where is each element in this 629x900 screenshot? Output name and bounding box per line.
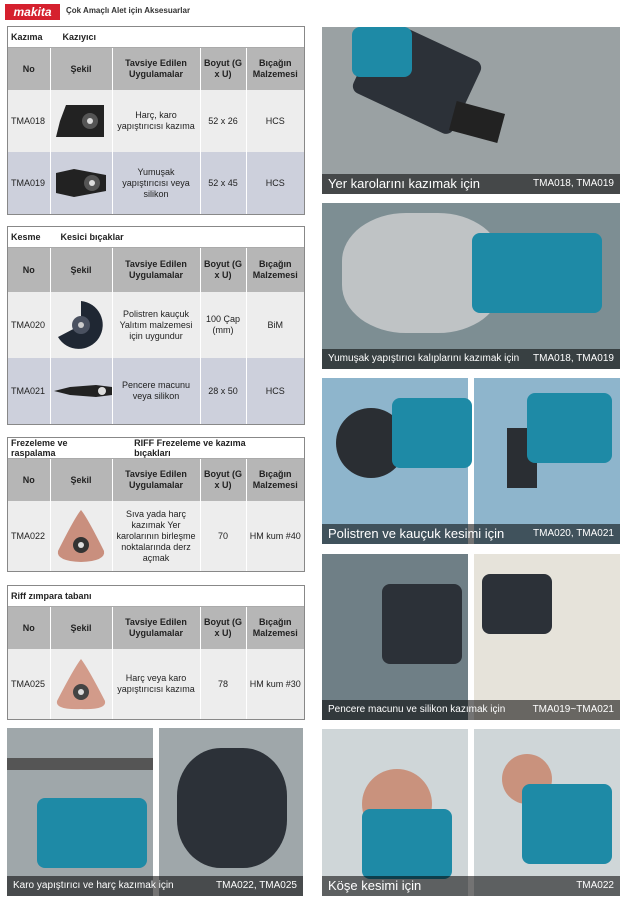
col-material: Bıçağın Malzemesi bbox=[246, 48, 304, 90]
col-size: Boyut (G x U) bbox=[200, 48, 246, 90]
section-sanding bbox=[7, 585, 305, 720]
blade-image bbox=[50, 292, 112, 358]
table-row bbox=[8, 501, 304, 571]
recommended-use: Polistren kauçuk Yalıtım malzemesi için uygundur bbox=[112, 292, 200, 358]
section-subtitle: RIFF Frezeleme ve kazıma bıçakları bbox=[134, 438, 246, 458]
product-code: TMA022 bbox=[8, 501, 50, 571]
table-header-row bbox=[8, 248, 304, 292]
photo-caption: Karo yapıştırıcı ve harç kazımak için TMA022, TMA025 bbox=[7, 876, 303, 896]
plunge-blade-icon bbox=[52, 379, 114, 403]
accessory-table bbox=[8, 607, 304, 719]
col-material: Bıçağın Malzemesi bbox=[246, 459, 304, 501]
product-code: TMA020 bbox=[8, 292, 50, 358]
table-row bbox=[8, 152, 304, 214]
size: 52 x 45 bbox=[200, 152, 246, 214]
col-no: No bbox=[8, 248, 50, 292]
blade-image bbox=[50, 90, 112, 152]
photo-tile-adhesive bbox=[7, 728, 303, 896]
section-subtitle: Kazıyıcı bbox=[62, 32, 97, 42]
col-no: No bbox=[8, 607, 50, 649]
col-size: Boyut (G x U) bbox=[200, 607, 246, 649]
section-milling bbox=[7, 437, 305, 572]
col-use: Tavsiye Edilen Uygulamalar bbox=[112, 459, 200, 501]
photo-caption: Pencere macunu ve silikon kazımak için TMA019~TMA021 bbox=[322, 700, 620, 720]
recommended-use: Pencere macunu veya silikon bbox=[112, 358, 200, 424]
col-use: Tavsiye Edilen Uygulamalar bbox=[112, 48, 200, 90]
material: HCS bbox=[246, 90, 304, 152]
section-subtitle: Kesici bıçaklar bbox=[60, 232, 124, 242]
blade-image bbox=[50, 358, 112, 424]
makita-logo: makita bbox=[5, 4, 60, 20]
recommended-use: Harç, karo yapıştırıcısı kazıma bbox=[112, 90, 200, 152]
photo-window-putty bbox=[322, 554, 620, 720]
photo-floor-tiles bbox=[322, 27, 620, 194]
photo-soft-adhesive bbox=[322, 203, 620, 369]
photo-caption: Polistren ve kauçuk kesimi için TMA020, TMA021 bbox=[322, 524, 620, 544]
section-title: Kesme bbox=[11, 232, 41, 242]
size: 100 Çap (mm) bbox=[200, 292, 246, 358]
blade-image bbox=[50, 152, 112, 214]
col-shape: Şekil bbox=[50, 607, 112, 649]
accessory-table bbox=[8, 48, 304, 214]
material: HM kum #40 bbox=[246, 501, 304, 571]
material: HCS bbox=[246, 358, 304, 424]
col-no: No bbox=[8, 459, 50, 501]
col-material: Bıçağın Malzemesi bbox=[246, 607, 304, 649]
photo-caption: Yer karolarını kazımak için TMA018, TMA019 bbox=[322, 174, 620, 194]
photo-polystyrene bbox=[322, 378, 620, 544]
scraper-blade-icon bbox=[52, 101, 110, 141]
photo-caption: Yumuşak yapıştırıcı kalıplarını kazımak için TMA018, TMA019 bbox=[322, 349, 620, 369]
wide-scraper-blade-icon bbox=[52, 163, 110, 203]
size: 78 bbox=[200, 649, 246, 719]
table-header-row bbox=[8, 48, 304, 90]
size: 52 x 26 bbox=[200, 90, 246, 152]
col-use: Tavsiye Edilen Uygulamalar bbox=[112, 607, 200, 649]
product-code: TMA019 bbox=[8, 152, 50, 214]
material: HM kum #30 bbox=[246, 649, 304, 719]
blade-image bbox=[50, 501, 112, 571]
section-header bbox=[8, 227, 304, 248]
page-subtitle: Çok Amaçlı Alet için Aksesuarlar bbox=[66, 6, 191, 15]
col-shape: Şekil bbox=[50, 248, 112, 292]
section-header bbox=[8, 586, 304, 607]
product-code: TMA021 bbox=[8, 358, 50, 424]
recommended-use: Yumuşak yapıştırıcısı veya silikon bbox=[112, 152, 200, 214]
table-row bbox=[8, 90, 304, 152]
photo-corner-cutting bbox=[322, 729, 620, 896]
section-header bbox=[8, 438, 304, 459]
accessory-table bbox=[8, 459, 304, 571]
size: 28 x 50 bbox=[200, 358, 246, 424]
col-no: No bbox=[8, 48, 50, 90]
section-title: Kazıma bbox=[11, 32, 43, 42]
col-material: Bıçağın Malzemesi bbox=[246, 248, 304, 292]
section-title: Riff zımpara tabanı bbox=[11, 591, 92, 601]
section-scraping bbox=[7, 26, 305, 215]
table-row bbox=[8, 292, 304, 358]
size: 70 bbox=[200, 501, 246, 571]
table-row bbox=[8, 358, 304, 424]
col-shape: Şekil bbox=[50, 459, 112, 501]
material: BiM bbox=[246, 292, 304, 358]
product-code: TMA018 bbox=[8, 90, 50, 152]
table-header-row bbox=[8, 459, 304, 501]
col-shape: Şekil bbox=[50, 48, 112, 90]
sanding-pad-icon bbox=[52, 656, 110, 712]
segment-saw-blade-icon bbox=[52, 299, 110, 351]
blade-image bbox=[50, 649, 112, 719]
material: HCS bbox=[246, 152, 304, 214]
photo-caption: Köşe kesimi için TMA022 bbox=[322, 876, 620, 896]
table-header-row bbox=[8, 607, 304, 649]
col-size: Boyut (G x U) bbox=[200, 459, 246, 501]
product-code: TMA025 bbox=[8, 649, 50, 719]
col-use: Tavsiye Edilen Uygulamalar bbox=[112, 248, 200, 292]
triangular-rasp-icon bbox=[52, 507, 110, 565]
recommended-use: Harç veya karo yapıştırıcısı kazıma bbox=[112, 649, 200, 719]
col-size: Boyut (G x U) bbox=[200, 248, 246, 292]
section-cutting bbox=[7, 226, 305, 425]
section-title: Frezeleme ve raspalama bbox=[11, 438, 68, 458]
recommended-use: Sıva yada harç kazımak Yer karolarının birleşme noktalarında derz açmak bbox=[112, 501, 200, 571]
section-header bbox=[8, 27, 304, 48]
table-row bbox=[8, 649, 304, 719]
accessory-table bbox=[8, 248, 304, 424]
